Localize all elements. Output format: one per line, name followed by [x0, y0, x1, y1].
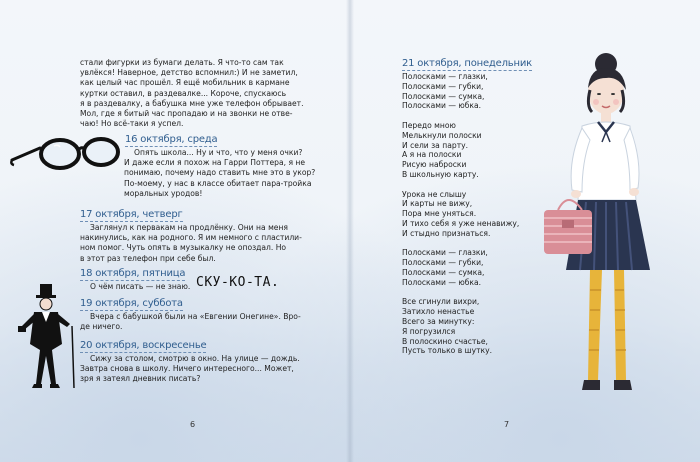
text-line: зря я затеял дневник писать? — [80, 374, 201, 384]
text-line: И даже если я похож на Гарри Поттера, я не — [124, 158, 306, 168]
glasses-illustration — [10, 134, 122, 174]
text-line: понимаю, почему надо ставить мне это в укор? — [124, 168, 316, 178]
text-line: накинулись, как на родного. Я им немного с пластили- — [80, 233, 302, 243]
intro-line: увлёкся! Наверное, детство вспомнил:) И не заметил, — [80, 68, 298, 78]
entry-19-oct-text — [80, 312, 306, 332]
entry-20-oct-text — [80, 354, 306, 385]
right-page — [350, 0, 700, 462]
stanza-gap — [402, 288, 519, 298]
poem-line: И тихо себя я уже ненавижу, — [402, 218, 520, 228]
poem-line: Затихло ненастье — [402, 307, 475, 317]
poem-line: И карты не вижу, — [402, 199, 473, 209]
poem-line: Передо мною — [402, 120, 456, 130]
text-line: ном помог. Чуть опять в музыкалку не опоздал. Но — [80, 243, 287, 253]
intro-line: чаю! Но всё-таки я успел. — [80, 119, 184, 129]
poem-line: Полосками — сумка, — [402, 91, 485, 101]
poem-line: Всего за минутку: — [402, 316, 475, 326]
entry-date-17-oct: 17 октября, четверг — [80, 209, 183, 220]
text-line: моральных уродов! — [124, 188, 203, 198]
page-number-right: 7 — [504, 420, 510, 429]
entry-18-oct-text: О чём писать — не знаю. — [90, 282, 191, 291]
text-line: Вчера с бабушкой были на «Евгении Онегине». Вро- — [90, 312, 301, 321]
entry-date-20-oct: 20 октября, воскресенье — [80, 340, 207, 351]
poem-line: Полосками — глазки, — [402, 72, 488, 81]
poem-line: Полосками — сумка, — [402, 267, 485, 277]
poem-line: Мелькнули полоски — [402, 130, 482, 140]
text-line: Заглянул к первакам на продлёнку. Они на меня — [90, 223, 288, 232]
poem-line: Все сгинули вихри, — [402, 297, 480, 307]
text-line: в этот раз телефон при себе был. — [80, 253, 216, 263]
poem-line: Урока не слышу — [402, 189, 467, 199]
poem-line: Пора мне уняться. — [402, 209, 477, 219]
intro-paragraph — [80, 58, 306, 129]
page-number-left: 6 — [190, 420, 196, 429]
poem-line: Рисую наброски — [402, 160, 467, 170]
entry-date-16-oct: 16 октября, среда — [125, 134, 218, 145]
poem-line: И стыдно признаться. — [402, 228, 491, 238]
text-line: Сижу за столом, смотрю в окно. На улице — дождь. — [90, 354, 300, 363]
entry-17-oct-text — [80, 223, 306, 264]
stanza-gap — [402, 180, 519, 190]
text-line: По-моему, у нас в классе обитает пара-тройка — [124, 178, 312, 188]
entry-date-21-oct: 21 октября, понедельник — [402, 58, 532, 69]
poem-line: Я погрузился — [402, 326, 456, 336]
stanza-gap — [402, 111, 519, 121]
poem-line: И сели за парту. — [402, 140, 469, 150]
poem-line: Полосками — юбка. — [402, 277, 482, 287]
text-line: де ничего. — [80, 322, 123, 332]
poem-line: А я на полоски — [402, 150, 462, 160]
poem — [402, 72, 519, 356]
striped-girl-illustration — [538, 50, 678, 410]
poem-line: В школьную карту. — [402, 169, 479, 179]
intro-line: как целый час прошёл. Я ещё мобильник в кармане — [80, 78, 290, 88]
entry-16-oct-text — [124, 148, 315, 199]
poem-line: Полосками — губки, — [402, 258, 484, 268]
intro-line: Мол, где я битый час пропадаю и на звонки не отве- — [80, 109, 293, 119]
poem-line: Полосками — юбка. — [402, 101, 482, 111]
poem-line: В полоскино счастье, — [402, 336, 488, 346]
handwritten-skukota: СКУ-КО-ТА. — [196, 275, 280, 290]
entry-date-19-oct: 19 октября, суббота — [80, 298, 183, 309]
intro-line: я в раздевалку, а бабушка мне уже телефон обрывает. — [80, 98, 304, 108]
stanza-gap — [402, 239, 519, 249]
onegin-figure-illustration — [14, 280, 78, 398]
text-line: Завтра снова в школу. Ничего интересного... Может, — [80, 364, 294, 374]
poem-line: Полосками — губки, — [402, 81, 484, 91]
poem-line: Пусть только в шутку. — [402, 346, 492, 356]
entry-date-18-oct: 18 октября, пятница — [80, 268, 186, 279]
text-line: Опять школа... Ну и что, что у меня очки? — [134, 148, 303, 157]
poem-line: Полосками — глазки, — [402, 248, 488, 258]
intro-line: стали фигурки из бумаги делать. Я что-то сам так — [80, 58, 284, 67]
intro-line: куртки оставил, в раздевалке... Короче, спускаюсь — [80, 88, 287, 98]
